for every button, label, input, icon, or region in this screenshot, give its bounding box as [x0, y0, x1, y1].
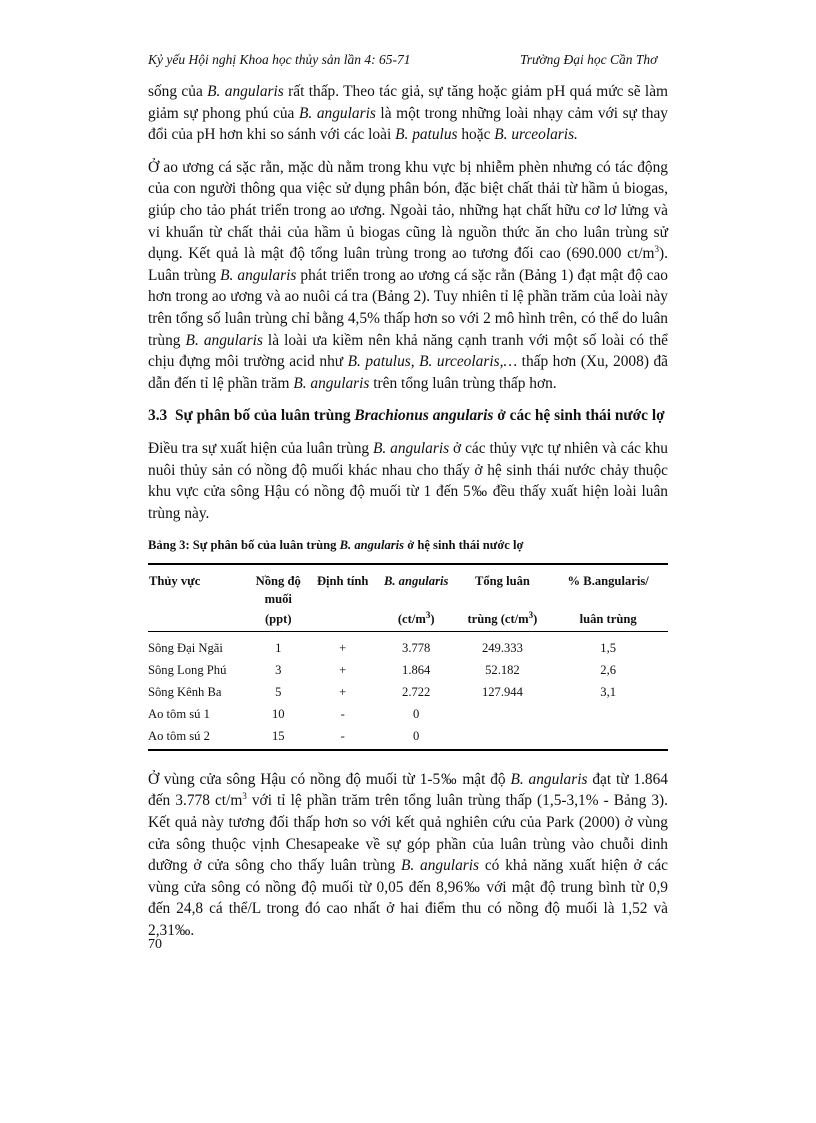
page-number: 70 — [148, 937, 162, 952]
paragraph-2: Ở ao ương cá sặc rằn, mặc dù nằm trong khu vực bị nhiễm phèn nhưng có tác động của con người thông qua việc sử dụng phân bón, đặc biệt chất thải từ hầm ủ biogas, giúp cho tảo phát triển trong ao ương. Ngoài tảo, những hạt chất hữu cơ lơ lửng và vi khuẩn từ chất thải của hầm ủ biogas cũng là nguồn thức ăn cho luân trùng sử dụng. Kết quả là mật độ tổng luân trùng trong ao tương đối cao (690.000 $ct/m^3$). Luân trùng B. angularis phát triển trong ao ương cá sặc rằn (Bảng 1) đạt mật độ cao hơn trong ao ương và ao nuôi cá tra (Bảng 2). Tuy nhiên tỉ lệ phần trăm của loài này trên tổng số luân trùng chỉ bằng 4,5% thấp hơn so với 2 mô hình trên, có thể do luân trùng B. angularis là loài ưa kiềm nên khả năng cạnh tranh với một số loài có thể chịu đựng môi trường acid như B. patulus, B. urceolaris,… thấp hơn (Xu, 2008) đã dẫn đến tỉ lệ phần trăm B. angularis trên tổng luân trùng thấp hơn. — [148, 158, 669, 392]
distribution-table — [148, 563, 668, 751]
table-row: Sông Long Phú 3 + 1.864 52.182 2,6 — [148, 662, 617, 677]
table-row: Sông Kênh Ba 5 + 2.722 127.944 3,1 — [148, 684, 617, 699]
table-caption: Bảng 3: Sự phân bố của luân trùng B. angularis ở hệ sinh thái nước lợ — [148, 538, 524, 553]
table-header-row-2 — [148, 609, 668, 632]
table-row: Sông Đại Ngãi 1 + 3.778 249.333 1,5 — [148, 640, 617, 655]
table-row: Ao tôm sú 1 10 - 0 — [148, 706, 420, 721]
header-angularis-unit: $(ct/m^3)$ — [376, 609, 457, 632]
header-percent-unit: luân trùng — [548, 609, 668, 632]
header-angularis: B. angularis — [376, 564, 457, 609]
paragraph-4: Ở vùng cửa sông Hậu có nồng độ muối từ 1-5‰ mật độ B. angularis đạt từ 1.864 đến 3.778 $ct/m^3$ với tỉ lệ phần trăm trên tổng luân trùng thấp (1,5-3,1% - Bảng 3). Kết quả này tương đối thấp hơn so với kết quả nghiên cứu của Park (2000) ở vùng cửa sông thuộc vịnh Chesapeake về sự góp phần của luân trùng vào chuỗi dinh dưỡng ở cửa sông cho thấy luân trùng B. angularis có khả năng xuất hiện ở các vùng cửa sông có nồng độ muối từ 0,05 đến 8,96‰ với mật độ trung bình từ 0,9 đến 24,8 cá thể/L trong đó cao nhất ở hai điểm thu có nồng độ muối là 1,52 và 2,31‰. — [148, 770, 669, 940]
header-university: Trường Đại học Cần Thơ — [520, 52, 658, 67]
header-total-unit: trùng $(ct/m^3)$ — [457, 609, 549, 632]
table-header-row — [148, 564, 668, 609]
main-body — [148, 81, 668, 953]
header-salinity: Nồng độ muối — [247, 564, 310, 609]
header-salinity-unit: (ppt) — [247, 609, 310, 632]
header-percent: % B.angularis/ — [548, 564, 668, 609]
paragraph-1: sống của B. angularis rất thấp. Theo tác giả, sự tăng hoặc giảm pH quá mức sẽ làm giảm sự phong phú của B. angularis là một trong những loài nhạy cảm với sự thay đổi của pH hơn khi so sánh với các loài B. patulus hoặc B. urceolaris. — [148, 83, 669, 144]
header-proceedings-title: Kỷ yếu Hội nghị Khoa học thủy sản lần 4: 65-71 — [148, 52, 411, 67]
header-qualitative: Định tính — [310, 564, 376, 609]
section-number: 3.3 — [148, 407, 168, 425]
paragraph-3: Điều tra sự xuất hiện của luân trùng B. angularis ở các thủy vực tự nhiên và các khu nuôi thủy sản có nồng độ muối khác nhau cho thấy ở hệ sinh thái nước chảy thuộc khu vực cửa sông Hậu có nồng độ muối từ 1 đến 5‰ đều thấy xuất hiện loài luân trùng này. — [148, 439, 668, 522]
header-site: Thủy vực — [148, 564, 247, 609]
header-total: Tổng luân — [457, 564, 549, 609]
section-heading: 3.3 Sự phân bố của luân trùng Brachionus angularis ở các hệ sinh thái nước lợ — [148, 407, 665, 425]
table-row: Ao tôm sú 2 15 - 0 — [148, 725, 668, 750]
